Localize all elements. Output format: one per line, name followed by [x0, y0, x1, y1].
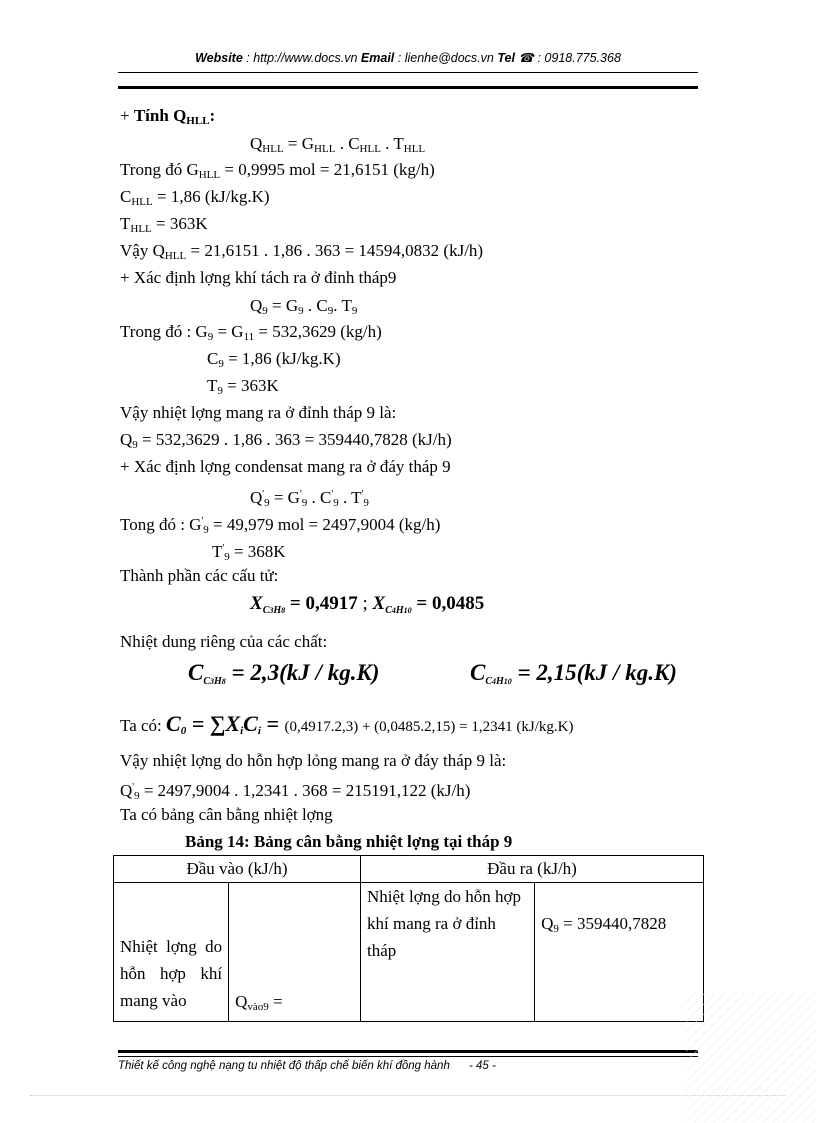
formula-c-c4h10: CC4H10 = 2,15(kJ / kg.K) — [470, 660, 677, 687]
heat-balance-table — [113, 855, 704, 1022]
line-tinh-q: + Tính $Q_{HLL}$: — [120, 106, 216, 127]
corner-pattern — [686, 993, 816, 1123]
line-vay-nhiet-day: Vậy nhiệt lợng do hỗn hợp lỏng mang ra ở đáy tháp 9 là: — [120, 751, 507, 770]
header-rule-thin — [118, 72, 698, 73]
header-rule-thick — [118, 86, 698, 89]
line-vay-nhiet-dinh: Vậy nhiệt lợng mang ra ở đỉnh tháp 9 là: — [120, 403, 397, 422]
page-header — [0, 50, 816, 65]
table-header-row — [114, 856, 704, 883]
table-caption: Bảng 14: Bảng cân bằng nhiệt lợng tại tháp 9 — [185, 832, 513, 851]
header-in: Đầu vào (kJ/h) — [114, 856, 361, 883]
tel-value: : 0918.775.368 — [537, 51, 621, 65]
line-xac-dinh-condensat: + Xác định lợng condensat mang ra ở đáy tháp 9 — [120, 457, 451, 476]
line-ta-co-c0: Ta có: $C_0 = \sum X_iC_i = (0,4917.2,3) + (0,0485.2,15) = 1,2341$ (kJ/kg.K) — [120, 711, 574, 737]
page-number: - 45 - — [469, 1060, 496, 1072]
website-url[interactable]: : http://www.docs.vn — [246, 51, 358, 65]
bottom-dotted-line — [30, 1095, 786, 1096]
formula-mole-fractions: $X_{C3H8} = 0,4917$ ; $X_{C4H10} = 0,0485$ — [250, 593, 485, 616]
line-nhiet-dung: Nhiệt dung riêng của các chất: — [120, 632, 328, 651]
line-t-hll: $T_{HLL} = 363K$ — [120, 214, 208, 235]
out-value-cell: $Q_9 = 359440,7828$ — [535, 883, 704, 1022]
line-g9-prime: Tong đó : $G'_9 = 49,979$ mol = 2497,9004 (kg/h) — [120, 515, 441, 536]
line-q9-value: $Q_9 = 532,3629$ . 1,86 . 363 = 359440,7828 (kJ/h) — [120, 430, 452, 451]
line-c9: $C_9 = 1,86$ (kJ/kg.K) — [207, 349, 341, 370]
in-label-cell: Nhiệt lợng do hỗn hợp khí mang vào — [114, 883, 229, 1022]
line-t9: $T_9 = 363K$ — [207, 376, 279, 397]
line-g-hll: Trong đó $G_{HLL} = 0,9995$ mol = 21,6151 (kg/h) — [120, 160, 435, 181]
header-out: Đầu ra (kJ/h) — [361, 856, 704, 883]
page-footer — [118, 1060, 496, 1072]
line-ta-co-bang: Ta có bảng cân bằng nhiệt lợng — [120, 805, 333, 824]
formula-q9-prime: $Q'_9 = G'_9$ . $C'_9$ . $T'_9$ — [250, 488, 369, 509]
tel-label: Tel — [497, 51, 515, 65]
line-xac-dinh-khi: + Xác định lợng khí tách ra ở đỉnh tháp9 — [120, 268, 397, 287]
line-g9: Trong đó : $G_9 = G_{11} = 532,3629$ (kg/h) — [120, 322, 382, 343]
line-t9-prime: $T'_9 = 368K$ — [212, 542, 286, 563]
formula-c-c3h8: CC3H8 = 2,3(kJ / kg.K) — [188, 660, 380, 687]
email-label: Email — [360, 51, 395, 65]
line-c-hll: $C_{HLL} = 1,86$ (kJ/kg.K) — [120, 187, 270, 208]
footer-rule-thin — [118, 1056, 698, 1057]
table-row — [114, 883, 704, 1022]
footer-title: Thiết kế công nghệ nạng tu nhiệt độ thấp chế biến khí đồng hành — [118, 1060, 450, 1072]
in-value-cell: $Q_{vào9}$ = — [229, 883, 361, 1022]
email-value[interactable]: : lienhe@docs.vn — [397, 51, 494, 65]
footer-rule-thick — [118, 1050, 698, 1053]
formula-q-hll: $Q_{HLL} = G_{HLL}$ . $C_{HLL}$ . $T_{HLL}$ — [250, 134, 426, 155]
line-vay-q-hll: Vậy $Q_{HLL} = 21,6151$ . 1,86 . 363 = 14594,0832 (kJ/h) — [120, 241, 484, 262]
line-q9-prime-value: $Q'_9 = 2497,9004$ . 1,2341 . 368 = 215191,122 (kJ/h) — [120, 781, 471, 802]
phone-icon: ☎ — [518, 51, 534, 65]
line-thanh-phan: Thành phần các cấu tử: — [120, 566, 279, 585]
website-label: Website — [195, 51, 243, 65]
out-label-cell: Nhiệt lợng do hỗn hợp khí mang ra ở đỉnh tháp — [361, 883, 535, 1022]
formula-q9: $Q_9 = G_9$ . $C_9$. $T_9$ — [250, 296, 358, 317]
